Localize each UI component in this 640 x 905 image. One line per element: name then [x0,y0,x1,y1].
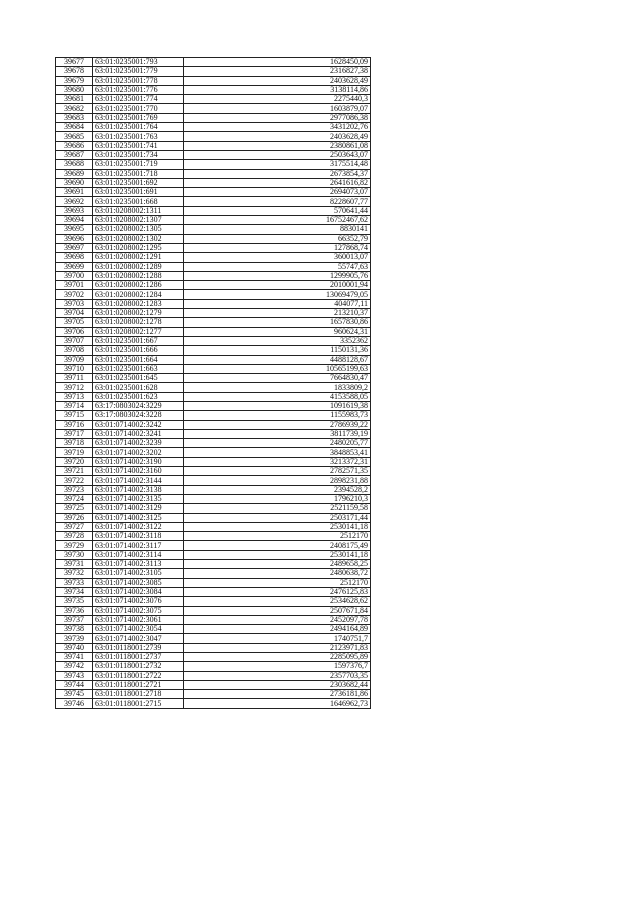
row-number: 39740 [56,643,93,652]
table-row [56,309,371,318]
row-number: 39728 [56,532,93,541]
row-number: 39731 [56,560,93,569]
table-row [56,494,371,503]
table-row [56,541,371,550]
row-number: 39708 [56,346,93,355]
cadastral-value: 2275440,3 [184,95,371,104]
cadastral-value: 13069479,05 [184,290,371,299]
cadastral-number: 63:01:0118001:2739 [93,643,184,652]
cadastral-number: 63:01:0714002:3144 [93,476,184,485]
cadastral-value: 2694073,07 [184,188,371,197]
cadastral-number: 63:01:0235001:645 [93,374,184,383]
cadastral-value: 2512170 [184,578,371,587]
row-number: 39734 [56,587,93,596]
row-number: 39699 [56,262,93,271]
table-row [56,346,371,355]
cadastral-value: 2285095,89 [184,653,371,662]
row-number: 39701 [56,281,93,290]
row-number: 39697 [56,243,93,252]
cadastral-value: 2010001,94 [184,281,371,290]
cadastral-value: 2736181,86 [184,690,371,699]
cadastral-number: 63:01:0235001:734 [93,150,184,159]
table-row [56,653,371,662]
cadastral-number: 63:01:0208002:1289 [93,262,184,271]
table-row [56,569,371,578]
table-row [56,467,371,476]
cadastral-number: 63:01:0235001:770 [93,104,184,113]
cadastral-value: 2503643,07 [184,150,371,159]
row-number: 39691 [56,188,93,197]
cadastral-value: 2530141,18 [184,522,371,531]
cadastral-value: 8228607,77 [184,197,371,206]
row-number: 39720 [56,457,93,466]
table-row [56,448,371,457]
cadastral-value: 2507671,84 [184,606,371,615]
cadastral-number: 63:01:0714002:3129 [93,504,184,513]
cadastral-number: 63:01:0208002:1288 [93,271,184,280]
table-row [56,476,371,485]
table-row [56,671,371,680]
row-number: 39689 [56,169,93,178]
cadastral-number: 63:01:0714002:3076 [93,597,184,606]
cadastral-number: 63:01:0118001:2715 [93,699,184,708]
cadastral-value: 2489658,25 [184,560,371,569]
cadastral-number: 63:01:0714002:3105 [93,569,184,578]
cadastral-number: 63:17:0803024:3229 [93,401,184,410]
cadastral-number: 63:01:0235001:668 [93,197,184,206]
table-row [56,439,371,448]
table-row [56,429,371,438]
table-row [56,271,371,280]
cadastral-value: 1091619,38 [184,401,371,410]
table-row [56,513,371,522]
row-number: 39704 [56,309,93,318]
table-row [56,401,371,410]
row-number: 39683 [56,113,93,122]
table-row [56,699,371,708]
row-number: 39717 [56,429,93,438]
row-number: 39679 [56,76,93,85]
row-number: 39680 [56,85,93,94]
row-number: 39678 [56,67,93,76]
table-row [56,560,371,569]
table-row [56,281,371,290]
cadastral-number: 63:01:0714002:3125 [93,513,184,522]
cadastral-value: 360013,07 [184,253,371,262]
table-row [56,457,371,466]
cadastral-value: 3138114,86 [184,85,371,94]
table-row [56,318,371,327]
row-number: 39726 [56,513,93,522]
cadastral-number: 63:17:0803024:3228 [93,411,184,420]
cadastral-number: 63:01:0208002:1295 [93,243,184,252]
cadastral-number: 63:01:0208002:1305 [93,225,184,234]
cadastral-value: 2521159,58 [184,504,371,513]
cadastral-number: 63:01:0208002:1302 [93,234,184,243]
cadastral-number: 63:01:0118001:2718 [93,690,184,699]
table-row [56,355,371,364]
row-number: 39677 [56,58,93,67]
cadastral-value: 16752467,62 [184,216,371,225]
table-row [56,587,371,596]
cadastral-number: 63:01:0208002:1291 [93,253,184,262]
cadastral-number: 63:01:0714002:3241 [93,429,184,438]
cadastral-number: 63:01:0118001:2737 [93,653,184,662]
cadastral-number: 63:01:0235001:667 [93,336,184,345]
cadastral-number: 63:01:0235001:628 [93,383,184,392]
cadastral-value: 3431202,76 [184,123,371,132]
table-row [56,336,371,345]
cadastral-value: 2503171,44 [184,513,371,522]
row-number: 39685 [56,132,93,141]
table-row [56,178,371,187]
table-body [56,58,371,709]
cadastral-value: 2316827,38 [184,67,371,76]
cadastral-value: 213210,37 [184,309,371,318]
row-number: 39713 [56,392,93,401]
cadastral-number: 63:01:0235001:776 [93,85,184,94]
cadastral-number: 63:01:0714002:3118 [93,532,184,541]
cadastral-number: 63:01:0235001:741 [93,141,184,150]
row-number: 39688 [56,160,93,169]
cadastral-value: 3175514,48 [184,160,371,169]
cadastral-number: 63:01:0208002:1278 [93,318,184,327]
cadastral-value: 1603879,07 [184,104,371,113]
row-number: 39707 [56,336,93,345]
cadastral-value: 2123971,83 [184,643,371,652]
cadastral-number: 63:01:0714002:3113 [93,560,184,569]
row-number: 39715 [56,411,93,420]
row-number: 39682 [56,104,93,113]
table-row [56,411,371,420]
row-number: 39733 [56,578,93,587]
cadastral-value: 2380861,08 [184,141,371,150]
cadastral-number: 63:01:0714002:3239 [93,439,184,448]
cadastral-value: 1155983,73 [184,411,371,420]
table-row [56,374,371,383]
cadastral-number: 63:01:0235001:691 [93,188,184,197]
cadastral-number: 63:01:0235001:774 [93,95,184,104]
table-row [56,522,371,531]
cadastral-number: 63:01:0235001:718 [93,169,184,178]
row-number: 39722 [56,476,93,485]
cadastral-number: 63:01:0235001:763 [93,132,184,141]
cadastral-number: 63:01:0714002:3054 [93,625,184,634]
cadastral-number: 63:01:0235001:719 [93,160,184,169]
cadastral-value: 2534628,62 [184,597,371,606]
cadastral-value: 1833809,2 [184,383,371,392]
row-number: 39739 [56,634,93,643]
cadastral-number: 63:01:0714002:3122 [93,522,184,531]
cadastral-number: 63:01:0208002:1279 [93,309,184,318]
cadastral-number: 63:01:0714002:3138 [93,485,184,494]
cadastral-value: 8830141 [184,225,371,234]
cadastral-number: 63:01:0235001:769 [93,113,184,122]
row-number: 39712 [56,383,93,392]
cadastral-value: 1299905,76 [184,271,371,280]
row-number: 39737 [56,615,93,624]
table-row [56,597,371,606]
table-row [56,206,371,215]
cadastral-number: 63:01:0235001:623 [93,392,184,401]
cadastral-number: 63:01:0235001:779 [93,67,184,76]
cadastral-value: 2977086,38 [184,113,371,122]
table-row [56,141,371,150]
cadastral-value: 10565199,63 [184,364,371,373]
row-number: 39684 [56,123,93,132]
cadastral-number: 63:01:0208002:1277 [93,327,184,336]
table-row [56,532,371,541]
row-number: 39745 [56,690,93,699]
row-number: 39702 [56,290,93,299]
table-row [56,485,371,494]
table-row [56,58,371,67]
cadastral-number: 63:01:0714002:3190 [93,457,184,466]
cadastral-number: 63:01:0235001:764 [93,123,184,132]
cadastral-number: 63:01:0714002:3114 [93,550,184,559]
table-row [56,188,371,197]
cadastral-value: 1628450,09 [184,58,371,67]
cadastral-value: 127868,74 [184,243,371,252]
cadastral-number: 63:01:0714002:3242 [93,420,184,429]
cadastral-value: 7664830,47 [184,374,371,383]
row-number: 39725 [56,504,93,513]
table-row [56,234,371,243]
table-row [56,504,371,513]
cadastral-value: 2394528,2 [184,485,371,494]
cadastral-number: 63:01:0235001:666 [93,346,184,355]
cadastral-value: 2530141,18 [184,550,371,559]
table-row [56,197,371,206]
table-row [56,392,371,401]
row-number: 39706 [56,327,93,336]
row-number: 39735 [56,597,93,606]
cadastral-value: 1740751,7 [184,634,371,643]
cadastral-value: 3352362 [184,336,371,345]
cadastral-value: 2782571,35 [184,467,371,476]
table-row [56,262,371,271]
cadastral-value: 2480205,77 [184,439,371,448]
row-number: 39710 [56,364,93,373]
cadastral-value: 2786939,22 [184,420,371,429]
cadastral-value: 3213372,31 [184,457,371,466]
cadastral-value: 404077,11 [184,299,371,308]
table-row [56,615,371,624]
table-row [56,113,371,122]
row-number: 39700 [56,271,93,280]
cadastral-number: 63:01:0235001:692 [93,178,184,187]
cadastral-value: 3811739,19 [184,429,371,438]
cadastral-value: 2452097,78 [184,615,371,624]
cadastral-value: 1796210,3 [184,494,371,503]
row-number: 39681 [56,95,93,104]
table-row [56,85,371,94]
row-number: 39732 [56,569,93,578]
cadastral-number: 63:01:0714002:3075 [93,606,184,615]
row-number: 39703 [56,299,93,308]
cadastral-number: 63:01:0118001:2721 [93,680,184,689]
cadastral-value: 570641,44 [184,206,371,215]
cadastral-value: 2476125,83 [184,587,371,596]
table-row [56,160,371,169]
cadastral-value: 960624,31 [184,327,371,336]
row-number: 39719 [56,448,93,457]
table-row [56,225,371,234]
row-number: 39694 [56,216,93,225]
table-row [56,150,371,159]
cadastral-value: 2673854,37 [184,169,371,178]
cadastral-value-table [55,57,371,709]
table-row [56,634,371,643]
table-row [56,216,371,225]
cadastral-number: 63:01:0208002:1284 [93,290,184,299]
cadastral-value: 1646962,73 [184,699,371,708]
cadastral-number: 63:01:0118001:2722 [93,671,184,680]
cadastral-value: 66352,79 [184,234,371,243]
row-number: 39746 [56,699,93,708]
table-row [56,690,371,699]
row-number: 39742 [56,662,93,671]
table-row [56,290,371,299]
cadastral-value: 2403628,49 [184,76,371,85]
cadastral-number: 63:01:0714002:3047 [93,634,184,643]
cadastral-value: 2494164,89 [184,625,371,634]
cadastral-number: 63:01:0208002:1286 [93,281,184,290]
table-row [56,327,371,336]
table-row [56,104,371,113]
row-number: 39690 [56,178,93,187]
row-number: 39709 [56,355,93,364]
cadastral-value: 3848853,41 [184,448,371,457]
row-number: 39743 [56,671,93,680]
table-row [56,132,371,141]
row-number: 39727 [56,522,93,531]
cadastral-number: 63:01:0208002:1311 [93,206,184,215]
cadastral-value: 1150131,36 [184,346,371,355]
cadastral-number: 63:01:0714002:3084 [93,587,184,596]
table-row [56,643,371,652]
cadastral-number: 63:01:0714002:3061 [93,615,184,624]
cadastral-number: 63:01:0714002:3202 [93,448,184,457]
row-number: 39723 [56,485,93,494]
cadastral-value: 2641616,82 [184,178,371,187]
table-row [56,420,371,429]
cadastral-number: 63:01:0208002:1283 [93,299,184,308]
cadastral-number: 63:01:0714002:3135 [93,494,184,503]
row-number: 39716 [56,420,93,429]
row-number: 39718 [56,439,93,448]
cadastral-number: 63:01:0235001:793 [93,58,184,67]
table-row [56,169,371,178]
row-number: 39730 [56,550,93,559]
cadastral-number: 63:01:0118001:2732 [93,662,184,671]
row-number: 39714 [56,401,93,410]
row-number: 39686 [56,141,93,150]
cadastral-number: 63:01:0714002:3085 [93,578,184,587]
table-row [56,578,371,587]
row-number: 39695 [56,225,93,234]
table-row [56,299,371,308]
cadastral-value: 2512170 [184,532,371,541]
row-number: 39744 [56,680,93,689]
row-number: 39693 [56,206,93,215]
table-row [56,680,371,689]
cadastral-value: 55747,63 [184,262,371,271]
row-number: 39741 [56,653,93,662]
table-row [56,76,371,85]
table-row [56,662,371,671]
cadastral-number: 63:01:0235001:664 [93,355,184,364]
table-row [56,383,371,392]
row-number: 39698 [56,253,93,262]
row-number: 39729 [56,541,93,550]
table-row [56,243,371,252]
cadastral-value: 1597376,7 [184,662,371,671]
row-number: 39711 [56,374,93,383]
table-row [56,123,371,132]
cadastral-value: 2357703,35 [184,671,371,680]
table-row [56,95,371,104]
table-row [56,606,371,615]
cadastral-value: 4153588,05 [184,392,371,401]
cadastral-value: 2408175,49 [184,541,371,550]
row-number: 39687 [56,150,93,159]
row-number: 39724 [56,494,93,503]
cadastral-number: 63:01:0208002:1307 [93,216,184,225]
table-row [56,67,371,76]
cadastral-value: 4488128,67 [184,355,371,364]
row-number: 39705 [56,318,93,327]
row-number: 39692 [56,197,93,206]
cadastral-value: 2898231,88 [184,476,371,485]
row-number: 39721 [56,467,93,476]
row-number: 39736 [56,606,93,615]
cadastral-number: 63:01:0714002:3160 [93,467,184,476]
cadastral-value: 2303682,44 [184,680,371,689]
row-number: 39696 [56,234,93,243]
cadastral-value: 1657830,86 [184,318,371,327]
cadastral-number: 63:01:0714002:3117 [93,541,184,550]
table-row [56,625,371,634]
table-row [56,364,371,373]
cadastral-value: 2403628,49 [184,132,371,141]
table-row [56,253,371,262]
cadastral-number: 63:01:0235001:778 [93,76,184,85]
table-row [56,550,371,559]
row-number: 39738 [56,625,93,634]
cadastral-value: 2480638,72 [184,569,371,578]
cadastral-number: 63:01:0235001:663 [93,364,184,373]
